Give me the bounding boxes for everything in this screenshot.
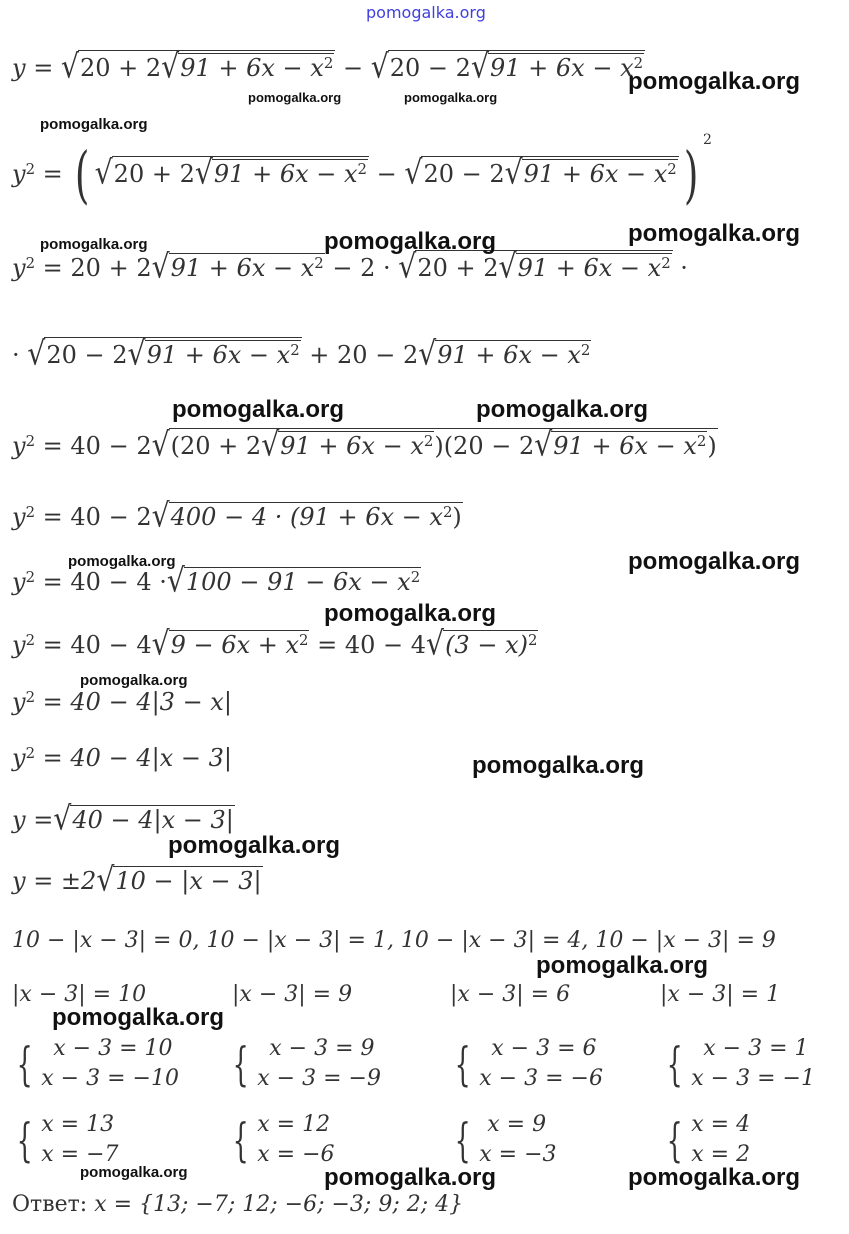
watermark: pomogalka.org	[168, 832, 341, 859]
abs-eq-2: |x − 3| = 9	[232, 982, 353, 1007]
equation-7: $y^2 = 40 - 4 \cdot√100 - 91 - 6x - x^2$	[12, 561, 421, 600]
header-link[interactable]: pomogalka.org	[366, 3, 486, 22]
system-2c: { x = 9 x = −3	[454, 1112, 557, 1167]
equation-4: · $√20 - 2√91 + 6x - x^2 + 20 - 2√91 + 6x - x^2$	[12, 334, 591, 373]
equation-5: $y^2 = 40 - 2√(20 + 2√91 + 6x - x^2)(20 - 2√91 + 6x - x^2)$	[12, 425, 717, 464]
watermark: pomogalka.org	[80, 1164, 188, 1181]
equation-11: y =√40 − 4|x − 3|	[12, 799, 234, 838]
watermark: pomogalka.org	[404, 90, 498, 105]
equation-12: y = ±2√10 − |x − 3|	[12, 860, 262, 899]
watermark: pomogalka.org	[248, 90, 342, 105]
equation-1: $y = √20 + 2√91 + 6x - x^2 - √20 - 2√91 + 6x - x^2$	[12, 47, 644, 86]
watermark: pomogalka.org	[324, 1164, 497, 1191]
equation-9: $y^2 = 40 - 4|3 - x|$	[12, 687, 232, 716]
watermark: pomogalka.org	[68, 553, 176, 570]
abs-eq-3: |x − 3| = 6	[450, 982, 571, 1007]
watermark: pomogalka.org	[628, 1164, 801, 1191]
abs-eq-1: |x − 3| = 10	[12, 982, 147, 1007]
system-2a: { x = 13 x = −7	[16, 1112, 119, 1167]
watermark: pomogalka.org	[52, 1004, 225, 1031]
watermark: pomogalka.org	[628, 220, 801, 247]
equation-8: $y^2 = 40 - 4√9 - 6x + x^2 = 40 - 4√(3 - x)^2$	[12, 624, 538, 663]
watermark: pomogalka.org	[628, 68, 801, 95]
system-1b: { x − 3 = 9 x − 3 = −9	[232, 1036, 381, 1091]
watermark: pomogalka.org	[324, 600, 497, 627]
system-1a: { x − 3 = 10 x − 3 = −10	[16, 1036, 179, 1091]
watermark: pomogalka.org	[40, 116, 148, 133]
system-1d: { x − 3 = 1 x − 3 = −1	[666, 1036, 815, 1091]
watermark: pomogalka.org	[172, 396, 345, 423]
answer-label: Ответ:	[12, 1192, 88, 1217]
abs-eq-4: |x − 3| = 1	[660, 982, 781, 1007]
answer	[12, 1194, 463, 1216]
watermark: pomogalka.org	[40, 236, 148, 253]
equation-10: $y^2 = 40 - 4|x - 3|$	[12, 743, 232, 772]
equation-3: $y^2 = 20 + 2√91 + 6x - x^2 - 2 \cdot √20 + 2√91 + 6x - x^2$ ·	[12, 247, 688, 286]
watermark: pomogalka.org	[472, 752, 645, 779]
system-2b: { x = 12 x = −6	[232, 1112, 335, 1167]
answer-value: x = {13; −7; 12; −6; −3; 9; 2; 4}	[94, 1192, 464, 1217]
watermark: pomogalka.org	[628, 548, 801, 575]
equation-2: $y^2$ = ( $√20 + 2√91 + 6x - x^2 - √20 - 2√91 + 6x - x^2$ ) $^2$	[12, 132, 712, 211]
equation-13: 10 − |x − 3| = 0, 10 − |x − 3| = 1, 10 − |x − 3| = 4, 10 − |x − 3| = 9	[12, 928, 776, 953]
system-2d: { x = 4 x = 2	[666, 1112, 751, 1167]
system-1c: { x − 3 = 6 x − 3 = −6	[454, 1036, 603, 1091]
watermark: pomogalka.org	[476, 396, 649, 423]
watermark: pomogalka.org	[80, 672, 188, 689]
watermark: pomogalka.org	[536, 952, 709, 979]
equation-6: $y^2 = 40 - 2√400 - 4 \cdot (91 + 6x - x^2)$	[12, 496, 462, 535]
watermark: pomogalka.org	[324, 228, 497, 255]
